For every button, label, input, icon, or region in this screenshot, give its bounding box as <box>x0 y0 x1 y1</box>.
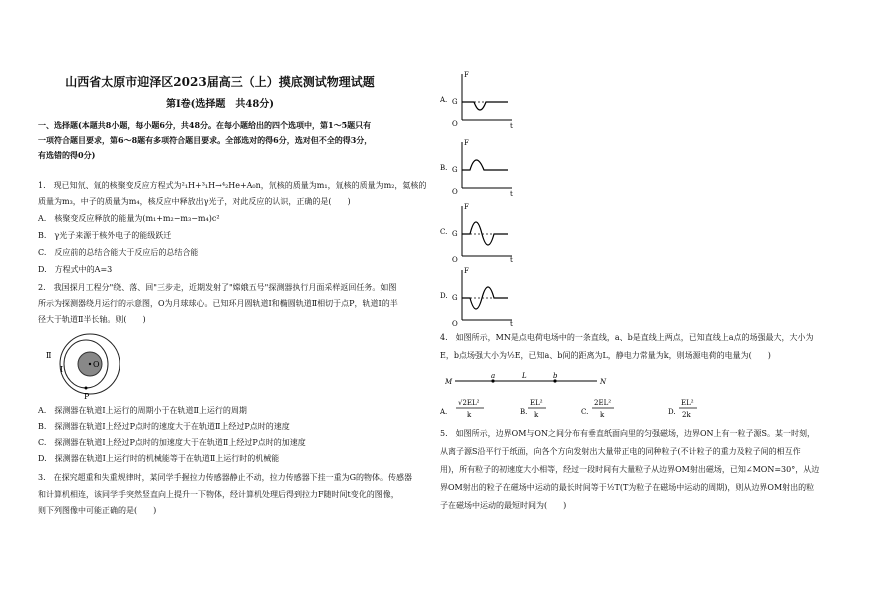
svg-text:2EL²: 2EL² <box>594 399 612 407</box>
svg-text:k: k <box>600 411 605 419</box>
graph-letter: A. <box>440 96 448 104</box>
instruction-line: 一项符合题目要求，第6～8题有多项符合题目要求。全部选对的得6分，选对但不全的得3分， <box>38 135 373 145</box>
q1-stem: 1. 现已知氘、氚的核聚变反应方程式为²₁H+³₁H→⁴₂He+A₀n，氘核的质量为m₁，氚核的质量为m₂，氦核的 <box>38 181 427 190</box>
svg-text:A.: A. <box>440 408 448 416</box>
q1-option-d: D. 方程式中的A=3 <box>38 265 113 274</box>
svg-text:N: N <box>600 378 607 386</box>
q2-option-c: C. 探测器在轨道Ⅰ上经过P点时的加速度大于在轨道Ⅱ上经过P点时的加速度 <box>38 438 306 447</box>
svg-text:√2EL²: √2EL² <box>458 399 480 407</box>
instruction-line: 有选错的得0分) <box>38 150 96 160</box>
q5-stem: 5. 如图所示，边界OM与ON之间分布有垂直纸面向里的匀强磁场，边界ON上有一粒子源S。某一时刻， <box>440 429 815 438</box>
svg-text:F: F <box>464 203 469 211</box>
instruction-line: 一、选择题(本题共8小题，每小题6分，共48分。在每小题给出的四个选项中，第1～5题只有 <box>38 120 372 130</box>
svg-text:k: k <box>534 411 539 419</box>
svg-text:C.: C. <box>440 228 448 236</box>
q1-option-a: A. 核聚变反应释放的能量为(m₁+m₂−m₃−m₄)c² <box>38 214 220 223</box>
svg-text:D.: D. <box>440 292 448 300</box>
graph-curve <box>462 160 508 170</box>
orbit-label-1: Ⅰ <box>60 365 64 374</box>
q2-option-a: A. 探测器在轨道Ⅰ上运行的周期小于在轨道Ⅱ上运行的周期 <box>38 406 247 415</box>
svg-text:t: t <box>510 190 513 196</box>
q3-stem: 3. 在探究超重和失重规律时，某同学手握拉力传感器静止不动，拉力传感器下挂一重为G的物体。传感器 <box>38 473 413 482</box>
orbit-figure <box>40 330 120 402</box>
q4-option-c <box>581 399 614 419</box>
q2-stem: 所示为探测器绕月运行的示意图，O为月球球心。已知环月圆轨道Ⅰ和椭圆轨道Ⅱ相切于点P，轨道Ⅰ的半 <box>38 299 398 308</box>
q4-option-a <box>440 399 484 419</box>
point-label: P <box>84 392 90 401</box>
q3-stem: 则下列图像中可能正确的是( ) <box>38 506 157 515</box>
svg-text:D.: D. <box>668 408 676 416</box>
svg-text:2k: 2k <box>682 411 691 419</box>
q5-stem: 用)，所有粒子的初速度大小相等，经过一段时间有大量粒子从边界OM射出磁场，已知∠MON=30°，从边 <box>440 465 820 474</box>
svg-text:M: M <box>445 378 453 386</box>
q2-stem: 2. 我国探月工程分"绕、落、回"三步走，近期发射了"嫦娥五号"探测器执行月面采样返回任务。如图 <box>38 283 397 292</box>
svg-text:EL²: EL² <box>681 399 694 407</box>
svg-text:t: t <box>510 320 513 326</box>
q4-option-d <box>668 399 697 419</box>
svg-text:C.: C. <box>581 408 589 416</box>
graph-curve <box>462 102 508 110</box>
svg-text:G: G <box>452 294 458 302</box>
svg-text:B.: B. <box>440 164 448 172</box>
svg-text:G: G <box>452 98 458 106</box>
q2-option-b: B. 探测器在轨道Ⅰ上经过P点时的速度大于在轨道Ⅱ上经过P点时的速度 <box>38 422 290 431</box>
svg-text:O: O <box>452 320 458 326</box>
svg-text:G: G <box>452 230 458 238</box>
svg-text:EL²: EL² <box>530 399 543 407</box>
svg-text:t: t <box>510 122 513 128</box>
center-label: O <box>93 360 100 369</box>
svg-text:O: O <box>452 256 458 262</box>
q5-stem: 从离子源S沿平行于纸面，向各个方向发射出大量带正电的同种粒子(不计粒子的重力及粒子间的相互作 <box>440 447 801 456</box>
q1-stem: 质量为m₃，中子的质量为m₄，核反应中释放出γ光子，对此反应的认识，正确的是( ) <box>38 197 351 206</box>
svg-text:O: O <box>452 188 458 196</box>
q1-option-c: C. 反应前的总结合能大于反应后的总结合能 <box>38 248 199 257</box>
q3-stem: 和计算机相连，该同学手突然竖直向上提升一下物体，经计算机处理后得到拉力F随时间t变化的图像， <box>38 490 399 499</box>
q4-stem: 4. 如图所示，MN是点电荷电场中的一条直线，a、b是直线上两点，已知直线上a点的场强最大，大小为 <box>440 333 814 342</box>
svg-text:B.: B. <box>520 408 528 416</box>
svg-text:O: O <box>452 120 458 128</box>
svg-text:F: F <box>464 71 469 79</box>
q1-option-b: B. γ光子来源于核外电子的能级跃迁 <box>38 231 172 240</box>
q2-option-d: D. 探测器在轨道Ⅰ上运行时的机械能等于在轨道Ⅱ上运行时的机械能 <box>38 454 280 463</box>
svg-text:a: a <box>491 372 496 380</box>
center-dot <box>89 363 91 365</box>
graph-curve <box>462 287 508 309</box>
svg-text:L: L <box>522 372 527 380</box>
graph-d <box>440 264 520 326</box>
page-title: 山西省太原市迎泽区2023届高三（上）摸底测试物理试题 <box>65 75 375 89</box>
q5-stem: 界OM射出的粒子在磁场中运动的最长时间等于½T(T为粒子在磁场中运动的周期)，则从边界OM射出的粒 <box>440 483 815 492</box>
q5-stem: 子在磁场中运动的最短时间为( ) <box>440 501 567 510</box>
svg-text:F: F <box>464 267 469 275</box>
q4-stem: E，b点场强大小为½E，已知a、b间的距离为L，静电力常量为k，则场源电荷的电量为( ) <box>440 351 771 360</box>
svg-text:t: t <box>510 256 513 262</box>
orbit-label-2: Ⅱ <box>46 351 52 360</box>
svg-text:F: F <box>464 139 469 147</box>
section-subtitle: 第Ⅰ卷(选择题 共48分) <box>165 99 275 110</box>
graph-curve <box>462 222 508 245</box>
q2-stem: 径大于轨道Ⅱ半长轴。则( ) <box>38 315 146 324</box>
graph-c <box>440 200 520 262</box>
q4-options <box>440 394 740 424</box>
svg-text:G: G <box>452 166 458 174</box>
svg-text:k: k <box>467 411 472 419</box>
graph-a <box>440 68 520 128</box>
mn-line-figure <box>445 370 615 392</box>
q4-option-b <box>520 399 546 419</box>
svg-text:b: b <box>553 372 558 380</box>
point-p-dot <box>85 387 88 390</box>
graph-b <box>440 136 520 196</box>
